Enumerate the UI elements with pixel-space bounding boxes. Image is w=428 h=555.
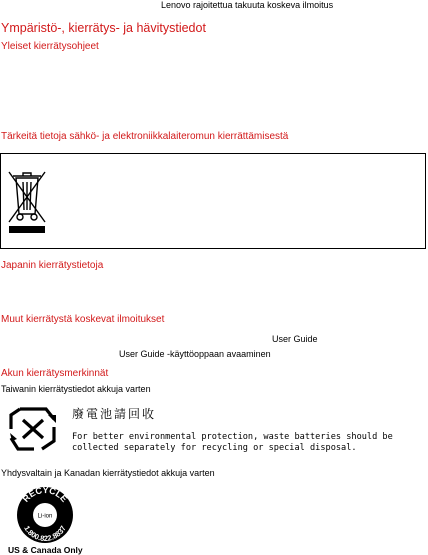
seal-caption: US & Canada Only — [8, 545, 83, 555]
rbrc-recycle-seal-icon — [14, 486, 76, 544]
user-guide-open-reference: User Guide -käyttöoppaan avaaminen — [119, 349, 271, 359]
seal-inner-text: Li-ion — [37, 513, 53, 520]
japan-heading: Japanin kierrätystietoja — [1, 260, 104, 271]
taiwan-battery-label: Taiwanin kierrätystiedot akkuja varten — [1, 384, 151, 394]
taiwan-chinese-text: 廢電池請回收 — [72, 407, 157, 421]
other-notices-heading: Muut kierrätystä koskevat ilmoitukset — [1, 314, 165, 325]
taiwan-english-line2: collected separately for recycling or special disposal. — [72, 443, 357, 453]
weee-heading: Tärkeitä tietoja sähkö- ja elektroniikkalaiteromun kierrättämisestä — [1, 131, 289, 142]
main-heading: Ympäristö-, kierrätys- ja hävitystiedot — [1, 21, 206, 35]
crossed-out-bin-icon — [7, 166, 47, 234]
taiwan-english-line1: For better environmental protection, waste batteries should be — [72, 432, 393, 442]
weee-info-box — [0, 153, 426, 249]
battery-recycling-heading: Akun kierrätysmerkinnät — [1, 368, 109, 379]
seal-phone-text: 1.800.822.8837 — [22, 524, 68, 544]
taiwan-recycle-icon — [8, 405, 58, 451]
user-guide-reference: User Guide — [272, 334, 318, 344]
usa-canada-battery-label: Yhdysvaltain ja Kanadan kierrätystiedot akkuja varten — [1, 468, 215, 478]
header-title: Lenovo rajoitettua takuuta koskeva ilmoitus — [161, 0, 334, 10]
seal-top-text: RECYCLE — [20, 486, 70, 505]
general-recycling-heading: Yleiset kierrätysohjeet — [1, 41, 99, 52]
